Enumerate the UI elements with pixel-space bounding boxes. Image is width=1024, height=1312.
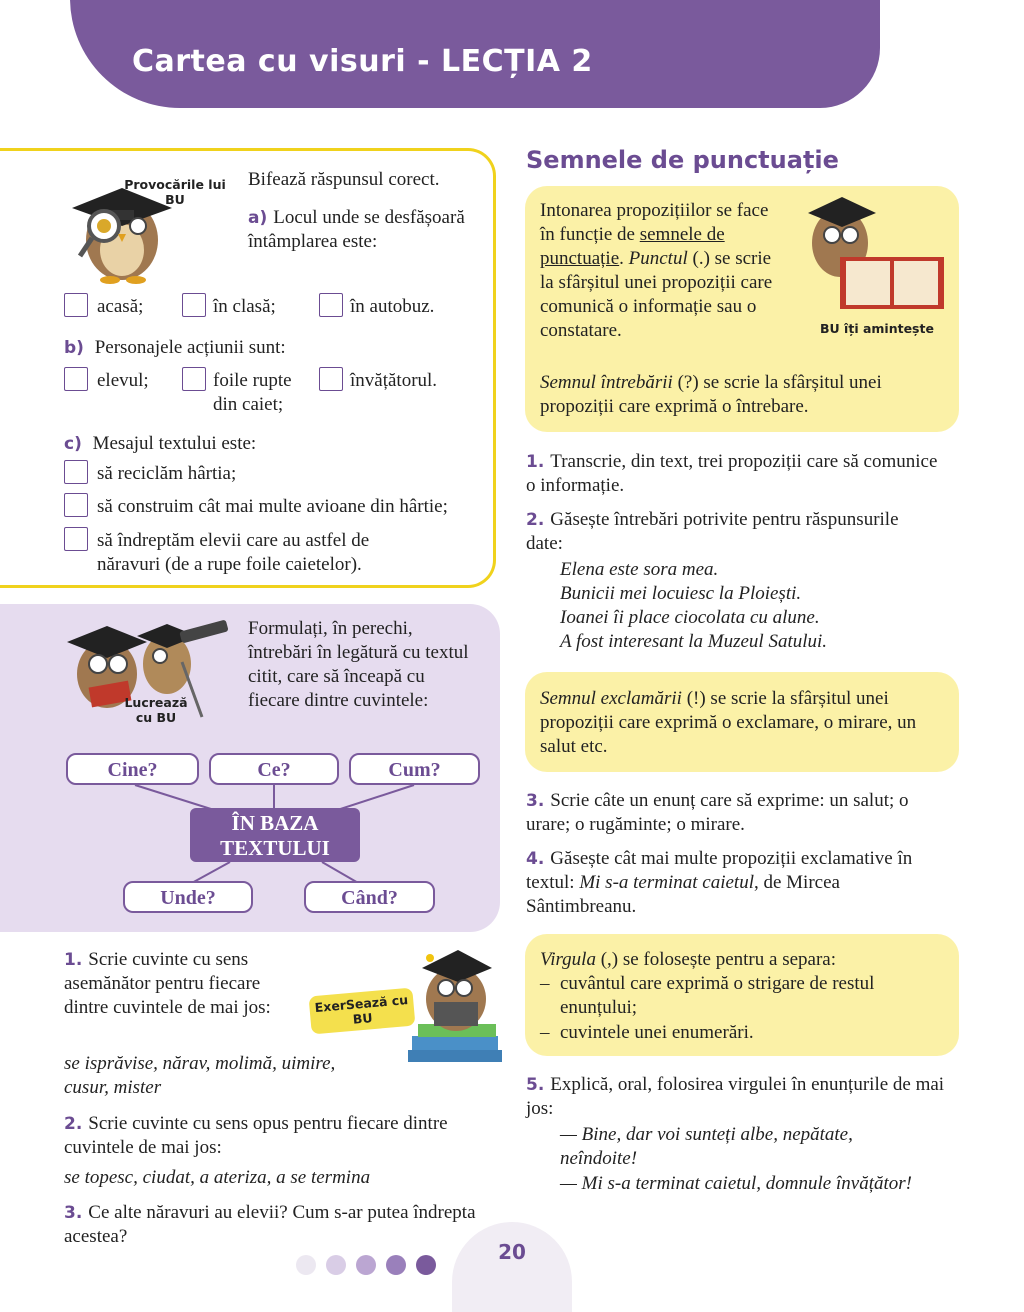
option-c-2: să construim cât mai multe avioane din hârtie; (97, 496, 448, 517)
dot-3 (356, 1255, 376, 1275)
punct-num-1: 1. (526, 452, 545, 472)
owl-label-pairwork: Lucrează cu BU (124, 695, 188, 725)
practice-num-1: 1. (64, 950, 83, 970)
checkbox-acasa[interactable] (64, 293, 88, 317)
note3-dash-2: – (540, 1022, 550, 1043)
owl-label-remember: BU îți amintește (820, 321, 934, 336)
option-b-2: foile rupte din caiet; (213, 370, 292, 415)
practice-text-1: Scrie cuvinte cu sens asemănător pentru fiecare dintre cuvintele de mai jos: (64, 949, 271, 1018)
note3-text: (,) se folosește pentru a separa: (600, 949, 836, 970)
punctuation-title: Semnele de punctuație (526, 146, 839, 174)
note1-line1: Intonarea propozițiilor se face în funcție de (540, 200, 769, 245)
letter-c: c) (64, 434, 82, 454)
note3-item-1: cuvântul care exprimă o strigare de restul enunțului; (560, 973, 875, 1018)
note2-text: (!) se scrie la sfârșitul unei propoziții care exprimă o exclamare, o mirare, un salut etc. (540, 688, 917, 757)
practice-num-2: 2. (64, 1114, 83, 1134)
punct-num-5: 5. (526, 1075, 545, 1095)
practice-words-1: se isprăvise, nărav, molimă, uimire, cusur, mister (64, 1053, 336, 1098)
note1-intro (540, 199, 780, 343)
checkbox-in-autobuz[interactable] (319, 293, 343, 317)
dot-5 (416, 1255, 436, 1275)
word-unde: Unde? (123, 881, 253, 913)
option-a-2: în clasă; (213, 296, 276, 317)
pairwork-instruction: Formulați, în perechi, întrebări în legătură cu textul citit, care să înceapă cu fiecare dintre cuvintele: (248, 618, 469, 711)
dot-1 (296, 1255, 316, 1275)
checkbox-elevul[interactable] (64, 367, 88, 391)
owl-book-illustration (790, 193, 950, 313)
checkbox-indreptam[interactable] (64, 527, 88, 551)
note1-punct-name: Punctul (628, 248, 688, 269)
punct-answers (560, 558, 940, 654)
answer-3: Ioanei îi place ciocolata cu alune. (560, 607, 820, 628)
option-c-3: să îndreptăm elevii care au astfel de năravuri (de a rupe foile caietelor). (97, 530, 370, 575)
punct-author-4: , de Mircea Sântimbreanu. (526, 872, 840, 917)
punct-num-3: 3. (526, 791, 545, 811)
option-a-3: în autobuz. (350, 296, 435, 317)
answer-4: A fost interesant la Muzeul Satului. (560, 631, 828, 652)
punct-title-4: Mi s-a terminat caietul (579, 872, 754, 893)
checkbox-in-clasa[interactable] (182, 293, 206, 317)
practice-text-3: Ce alte năravuri au elevii? Cum s-ar putea îndrepta acestea? (64, 1202, 476, 1247)
option-b-3: învățătorul. (350, 370, 438, 391)
dot-4 (386, 1255, 406, 1275)
owl-label-practice: ExerSează cu BU (314, 991, 409, 1027)
dot-2 (326, 1255, 346, 1275)
quote-1: — Bine, dar voi sunteți albe, nepătate, neîndoite! (560, 1124, 853, 1169)
note3-content (540, 948, 945, 972)
punct-text-3: Scrie câte un enunț care să exprime: un salut; o urare; o rugăminte; o mirare. (526, 790, 909, 835)
mindmap-center: ÎN BAZA TEXTULUI (190, 808, 360, 862)
option-b-1: elevul; (97, 370, 149, 391)
owl-label-challenges: Provocările lui BU (124, 177, 226, 207)
punct-text-2: Găsește întrebări potrivite pentru răspunsurile date: (526, 509, 899, 554)
practice-num-3: 3. (64, 1203, 83, 1223)
note3-name: Virgula (540, 949, 596, 970)
question-a: Locul unde se desfășoară întâmplarea este: (248, 207, 465, 252)
practice-words-2: se topesc, ciudat, a ateriza, a se termina (64, 1167, 371, 1188)
checkbox-reciclam[interactable] (64, 460, 88, 484)
question-c: Mesajul textului este: (92, 433, 257, 454)
page-number: 20 (498, 1240, 526, 1264)
note1-q-name: Semnul întrebării (540, 372, 673, 393)
option-a-1: acasă; (97, 296, 144, 317)
letter-a: a) (248, 208, 268, 228)
checkbox-invatatorul[interactable] (319, 367, 343, 391)
question-b: Personajele acțiunii sunt: (94, 337, 286, 358)
answer-1: Elena este sora mea. (560, 559, 719, 580)
word-ce: Ce? (209, 753, 339, 785)
owl-laptop-illustration (400, 944, 510, 1066)
quote-2: — Mi s-a terminat caietul, domnule învățător! (560, 1173, 912, 1194)
checkbox-foile[interactable] (182, 367, 206, 391)
checkbox-avioane[interactable] (64, 493, 88, 517)
practice-text-2: Scrie cuvinte cu sens opus pentru fiecare dintre cuvintele de mai jos: (64, 1113, 448, 1158)
punct-num-4: 4. (526, 849, 545, 869)
word-cine: Cine? (66, 753, 199, 785)
answer-2: Bunicii mei locuiesc la Ploiești. (560, 583, 802, 604)
note1-question (540, 371, 950, 419)
note2-content (540, 687, 945, 759)
note3-item-2: cuvintele unei enumerări. (560, 1022, 754, 1043)
note1-punct-text: (.) se scrie la sfârșitul unei propoziții care comunică o informație sau o constatare. (540, 248, 773, 341)
note2-name: Semnul exclamării (540, 688, 682, 709)
note1-q-text: (?) se scrie la sfârșitul unei propoziții care exprimă o întrebare. (540, 372, 882, 417)
challenge-instruction: Bifează răspunsul corect. (248, 169, 440, 190)
page-title: Cartea cu visuri - LECȚIA 2 (132, 44, 593, 79)
note1-underlined: semnele de punctuație (540, 224, 725, 269)
note3-dash-1: – (540, 973, 550, 994)
punct-num-2: 2. (526, 510, 545, 530)
punct-text-1: Transcrie, din text, trei propoziții care să comunice o informație. (526, 451, 938, 496)
option-c-1: să reciclăm hârtia; (97, 463, 237, 484)
punct-text-4: Găsește cât mai multe propoziții exclamative în textul: (526, 848, 913, 893)
note1-end: . (619, 248, 624, 269)
word-cand: Când? (304, 881, 435, 913)
punct-text-5: Explică, oral, folosirea virgulei în enunțurile de mai jos: (526, 1074, 945, 1119)
word-cum: Cum? (349, 753, 480, 785)
letter-b: b) (64, 338, 84, 358)
